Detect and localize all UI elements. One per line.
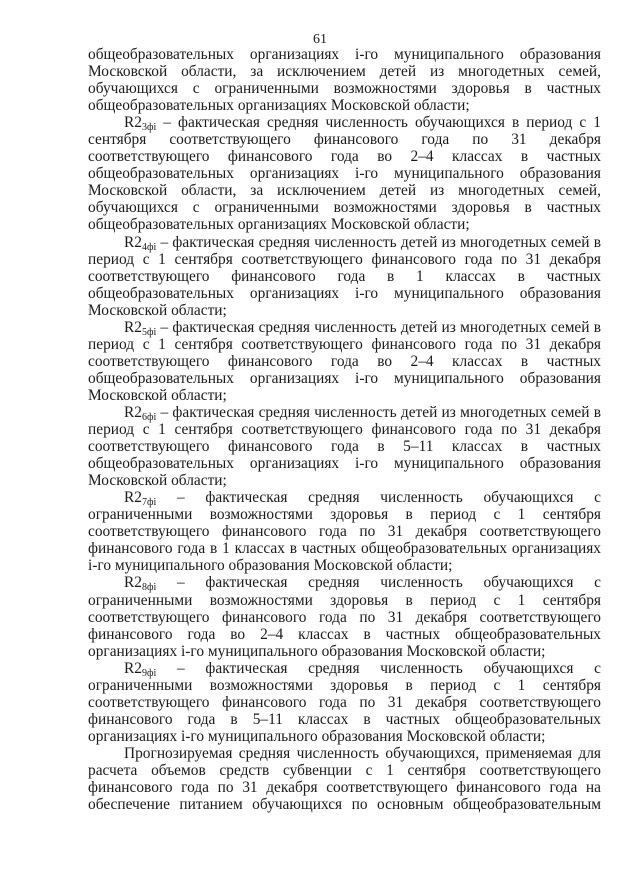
variable-symbol: R2 [124,114,142,132]
variable-subscript: 4фi [141,241,157,253]
variable-symbol: R2 [124,318,142,336]
variable-symbol: R2 [124,659,142,677]
variable-symbol: R2 [124,489,142,507]
definition-text: – фактическая средняя численность обучающихся с ограниченными возможностями здоровья в период с 1 сентября соответствующего финансового года по 31 декабря соответствующего финансового года в 5–11 классах в частных общеобразовательных организациях i-го муниципального образования Московской области; [88,659,601,745]
document-body [88,46,601,813]
definition-r2-3 [88,114,601,233]
definition-text: – фактическая средняя численность детей из многодетных семей в период с 1 сентября соответствующего финансового года по 31 декабря соответствующего финансового года во 2–4 классах в частных общеобразовательных организациях i-го муниципального образования Московской области; [88,318,601,404]
definition-r2-5 [88,319,601,404]
variable-symbol: R2 [124,233,142,251]
variable-subscript: 9фi [141,667,157,679]
definition-text: – фактическая средняя численность обучающихся с ограниченными возможностями здоровья в период с 1 сентября соответствующего финансового года по 31 декабря соответствующего финансового года в 1 классах в частных общеобразовательных организациях i-го муниципального образования Московской области; [88,489,601,575]
paragraph-continuation [88,46,601,114]
paragraph-text: общеобразовательных организациях i-го муниципального образования Московской области, за исключением детей из многодетных семей, обучающихся с ограниченными возможностями здоровья в частных общеобразовательных организациях Московской области; [88,46,601,115]
variable-symbol: R2 [124,574,142,592]
paragraph-forecast [88,745,601,813]
definition-text: – фактическая средняя численность обучающихся в период с 1 сентября соответствующего финансового года по 31 декабря соответствующего финансового года во 2–4 классах в частных общеобразовательных организациях i-го муниципального образования Московской области, за исключением детей из многодетных семей, обучающихся с ограниченными возможностями здоровья в частных общеобразовательных организациях Московской области; [88,114,601,234]
definition-r2-9 [88,660,601,745]
variable-symbol: R2 [124,403,142,421]
variable-subscript: 6фi [141,411,157,423]
definition-text: – фактическая средняя численность обучающихся с ограниченными возможностями здоровья в период с 1 сентября соответствующего финансового года по 31 декабря соответствующего финансового года во 2–4 классах в частных общеобразовательных организациях i-го муниципального образования Московской области; [88,574,601,660]
paragraph-text: Прогнозируемая средняя численность обучающихся, применяемая для расчета объемов средств субвенции с 1 сентября соответствующего финансового года по 31 декабря соответствующего финансового года на обеспечение питанием обучающихся по основным общеобразовательным [88,744,601,814]
definition-r2-4 [88,234,601,319]
definition-text: – фактическая средняя численность детей из многодетных семей в период с 1 сентября соответствующего финансового года по 31 декабря соответствующего финансового года в 1 классах в частных общеобразовательных организациях i-го муниципального образования Московской области; [88,233,601,319]
definition-r2-6 [88,404,601,489]
variable-subscript: 5фi [141,326,157,338]
variable-subscript: 3фi [141,122,157,134]
definition-r2-8 [88,574,601,659]
definition-text: – фактическая средняя численность детей из многодетных семей в период с 1 сентября соответствующего финансового года по 31 декабря соответствующего финансового года в 5–11 классах в частных общеобразовательных организациях i-го муниципального образования Московской области; [88,403,601,490]
variable-subscript: 8фi [141,582,157,594]
variable-subscript: 7фi [141,497,157,509]
page-number: 61 [313,32,327,47]
definition-r2-7 [88,489,601,574]
